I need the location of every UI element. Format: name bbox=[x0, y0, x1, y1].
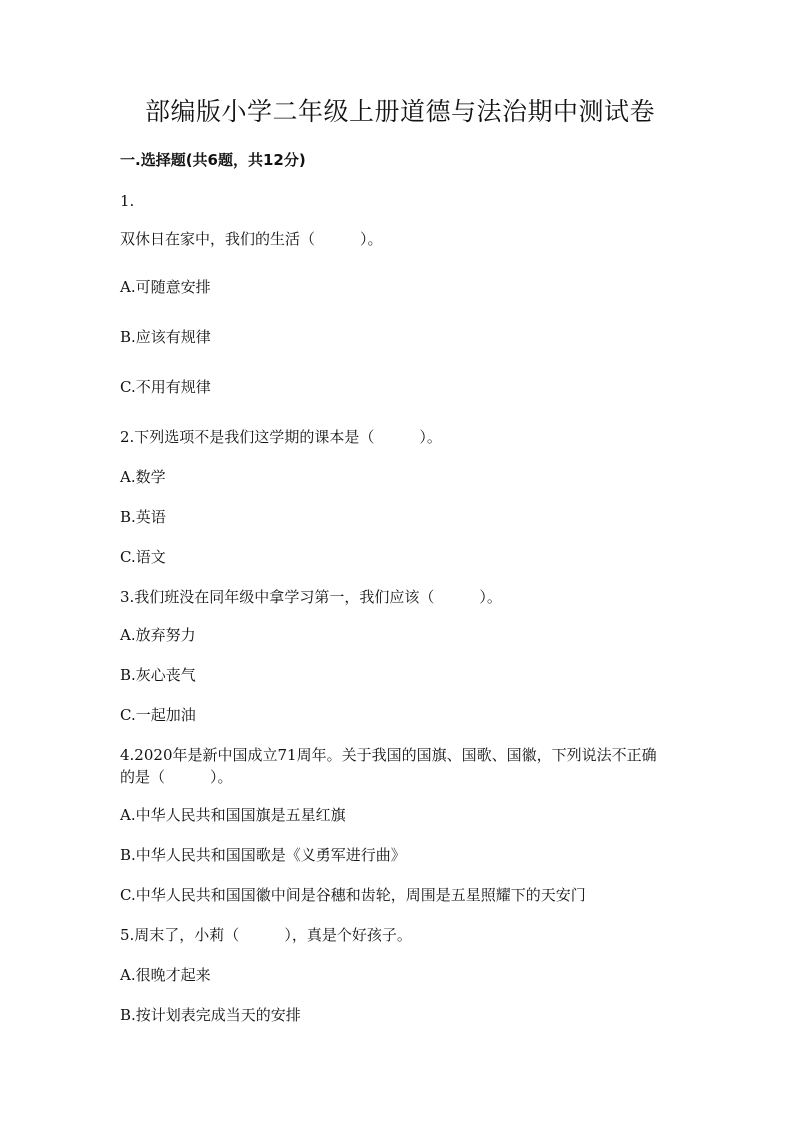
question-5-option-a: A.很晚才起来 bbox=[120, 966, 211, 984]
question-5-stem: 5.周末了，小莉（ ），真是个好孩子。 bbox=[120, 926, 412, 944]
question-4-option-b: B.中华人民共和国国歌是《义勇军进行曲》 bbox=[120, 846, 406, 864]
question-3-option-b: B.灰心丧气 bbox=[120, 666, 196, 684]
question-2-option-a: A.数学 bbox=[120, 468, 166, 486]
question-4-option-a: A.中华人民共和国国旗是五星红旗 bbox=[120, 806, 346, 824]
question-5-option-b: B.按计划表完成当天的安排 bbox=[120, 1006, 301, 1024]
question-1-number: 1. bbox=[120, 192, 135, 210]
section-heading: 一.选择题(共6题，共12分) bbox=[120, 151, 306, 169]
question-2-stem: 2.下列选项不是我们这学期的课本是（ ）。 bbox=[120, 428, 442, 446]
question-3-option-c: C.一起加油 bbox=[120, 706, 196, 724]
question-3-option-a: A.放弃努力 bbox=[120, 626, 196, 644]
question-1-option-a: A.可随意安排 bbox=[120, 278, 211, 296]
question-3-stem: 3.我们班没在同年级中拿学习第一，我们应该（ ）。 bbox=[120, 588, 502, 606]
exam-title: 部编版小学二年级上册道德与法治期中测试卷 bbox=[144, 97, 655, 126]
question-4-option-c: C.中华人民共和国国徽中间是谷穗和齿轮，周围是五星照耀下的天安门 bbox=[120, 886, 586, 904]
question-4-stem: 4.2020年是新中国成立71周年。关于我国的国旗、国歌、国徽，下列说法不正确的是（ ）。 bbox=[120, 746, 657, 786]
question-1-option-c: C.不用有规律 bbox=[120, 378, 211, 396]
question-1-stem: 双休日在家中，我们的生活（ ）。 bbox=[120, 230, 383, 248]
question-2-option-c: C.语文 bbox=[120, 548, 166, 566]
question-1-option-b: B.应该有规律 bbox=[120, 328, 211, 346]
question-2-option-b: B.英语 bbox=[120, 508, 166, 526]
